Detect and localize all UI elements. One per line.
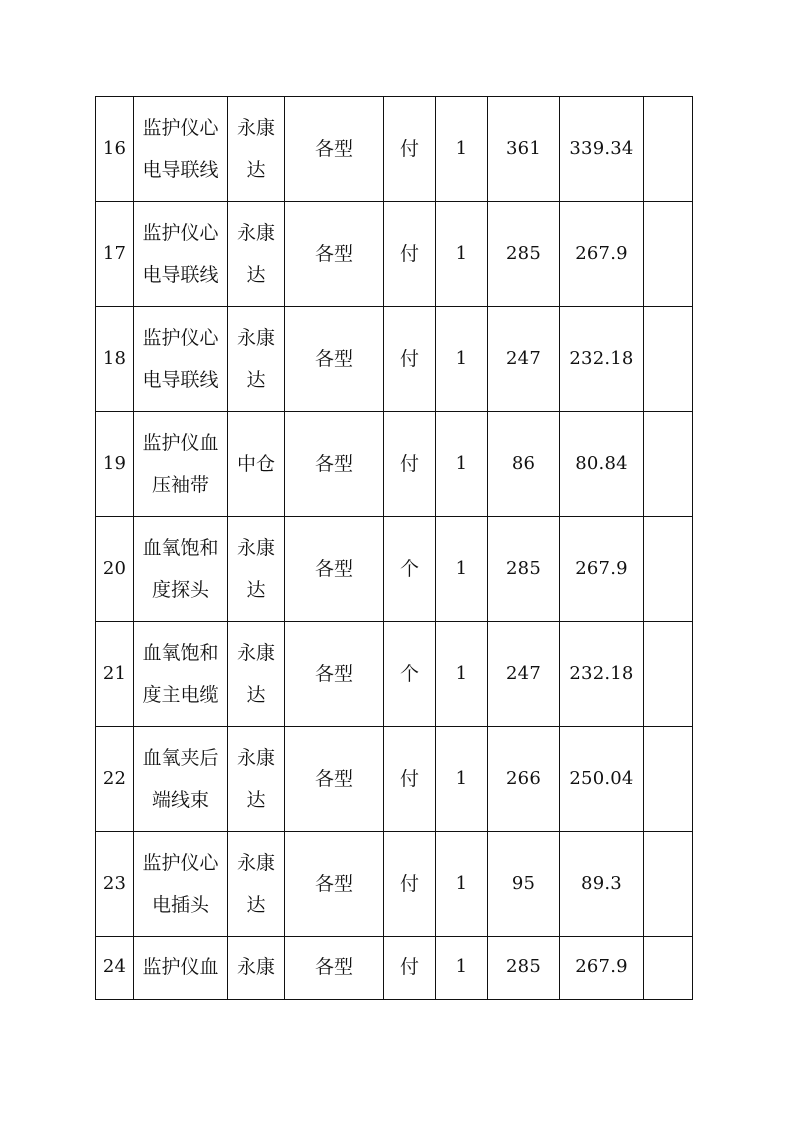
cell-unit: 付: [384, 307, 436, 412]
cell-name-text: 监护仪心电导联线: [142, 117, 219, 181]
cell-price: 285: [488, 202, 560, 307]
cell-unit: 付: [384, 727, 436, 832]
cell-note: [644, 202, 693, 307]
cell-model: 各型: [285, 622, 384, 727]
cell-model: 各型: [285, 97, 384, 202]
cell-amount: 339.34: [560, 97, 644, 202]
cell-brand: [228, 727, 285, 832]
cell-name: [134, 727, 228, 832]
cell-model: 各型: [285, 517, 384, 622]
cell-brand-text: 永康达: [236, 117, 275, 181]
cell-unit: 付: [384, 412, 436, 517]
cell-name: [134, 412, 228, 517]
cell-price: 285: [488, 937, 560, 1000]
cell-name: [134, 517, 228, 622]
cell-brand-text: 永康达: [236, 327, 275, 391]
cell-unit: 付: [384, 832, 436, 937]
cell-name-text: 血氧饱和度探头: [142, 537, 219, 601]
cell-name: [134, 622, 228, 727]
cell-amount: 232.18: [560, 622, 644, 727]
cell-model: 各型: [285, 307, 384, 412]
cell-unit: 个: [384, 622, 436, 727]
cell-qty: 1: [436, 517, 488, 622]
cell-model: 各型: [285, 202, 384, 307]
cell-name: [134, 937, 228, 1000]
price-table: [95, 96, 693, 1000]
cell-name-text: 血氧饱和度主电缆: [142, 642, 219, 706]
table-row: [96, 307, 693, 412]
cell-no: 16: [96, 97, 134, 202]
cell-name-text: 监护仪心电导联线: [142, 222, 219, 286]
cell-model: 各型: [285, 727, 384, 832]
table-row: [96, 517, 693, 622]
cell-amount: 267.9: [560, 517, 644, 622]
cell-brand: [228, 622, 285, 727]
cell-name-text: 监护仪心电导联线: [142, 327, 219, 391]
table-row: [96, 97, 693, 202]
cell-brand-text: 永康达: [236, 222, 275, 286]
table-row: [96, 412, 693, 517]
document-page: [95, 96, 692, 1000]
cell-qty: 1: [436, 307, 488, 412]
cell-qty: 1: [436, 202, 488, 307]
cell-note: [644, 622, 693, 727]
cell-no: 18: [96, 307, 134, 412]
cell-qty: 1: [436, 832, 488, 937]
cell-price: 86: [488, 412, 560, 517]
cell-price: 361: [488, 97, 560, 202]
cell-brand-text: 永康达: [236, 747, 275, 811]
cell-brand: [228, 517, 285, 622]
cell-qty: 1: [436, 937, 488, 1000]
cell-name: [134, 202, 228, 307]
cell-name-text: 监护仪心电插头: [142, 852, 219, 916]
cell-no: 22: [96, 727, 134, 832]
cell-name-text: 监护仪血: [142, 956, 219, 978]
cell-qty: 1: [436, 622, 488, 727]
cell-amount: 267.9: [560, 202, 644, 307]
cell-amount: 232.18: [560, 307, 644, 412]
cell-note: [644, 97, 693, 202]
cell-note: [644, 727, 693, 832]
cell-note: [644, 517, 693, 622]
cell-no: 23: [96, 832, 134, 937]
cell-note: [644, 832, 693, 937]
table-row: [96, 202, 693, 307]
cell-qty: 1: [436, 97, 488, 202]
cell-note: [644, 412, 693, 517]
cell-model: 各型: [285, 412, 384, 517]
cell-price: 247: [488, 622, 560, 727]
cell-no: 21: [96, 622, 134, 727]
cell-qty: 1: [436, 727, 488, 832]
cell-name: [134, 832, 228, 937]
cell-unit: 个: [384, 517, 436, 622]
table-body: [96, 97, 693, 1000]
cell-amount: 250.04: [560, 727, 644, 832]
cell-price: 247: [488, 307, 560, 412]
cell-no: 19: [96, 412, 134, 517]
cell-no: 20: [96, 517, 134, 622]
table-row: [96, 622, 693, 727]
cell-brand: [228, 412, 285, 517]
cell-model: 各型: [285, 937, 384, 1000]
cell-name: [134, 307, 228, 412]
cell-price: 285: [488, 517, 560, 622]
cell-no: 17: [96, 202, 134, 307]
cell-brand: [228, 832, 285, 937]
cell-brand: [228, 97, 285, 202]
cell-unit: 付: [384, 937, 436, 1000]
cell-amount: 80.84: [560, 412, 644, 517]
cell-unit: 付: [384, 97, 436, 202]
table-row: [96, 937, 693, 1000]
cell-no: 24: [96, 937, 134, 1000]
cell-amount: 89.3: [560, 832, 644, 937]
cell-brand: [228, 307, 285, 412]
cell-price: 95: [488, 832, 560, 937]
cell-amount: 267.9: [560, 937, 644, 1000]
cell-brand: [228, 202, 285, 307]
cell-brand-text: 永康: [236, 956, 275, 978]
cell-brand-text: 永康达: [236, 642, 275, 706]
cell-note: [644, 937, 693, 1000]
cell-name-text: 监护仪血压袖带: [142, 432, 219, 496]
cell-brand-text: 永康达: [236, 852, 275, 916]
cell-brand-text: 永康达: [236, 537, 275, 601]
cell-price: 266: [488, 727, 560, 832]
cell-unit: 付: [384, 202, 436, 307]
cell-name-text: 血氧夹后端线束: [142, 747, 219, 811]
table-row: [96, 832, 693, 937]
cell-note: [644, 307, 693, 412]
cell-name: [134, 97, 228, 202]
cell-qty: 1: [436, 412, 488, 517]
table-row: [96, 727, 693, 832]
cell-model: 各型: [285, 832, 384, 937]
cell-brand-text: 中仓: [236, 453, 275, 475]
cell-brand: [228, 937, 285, 1000]
